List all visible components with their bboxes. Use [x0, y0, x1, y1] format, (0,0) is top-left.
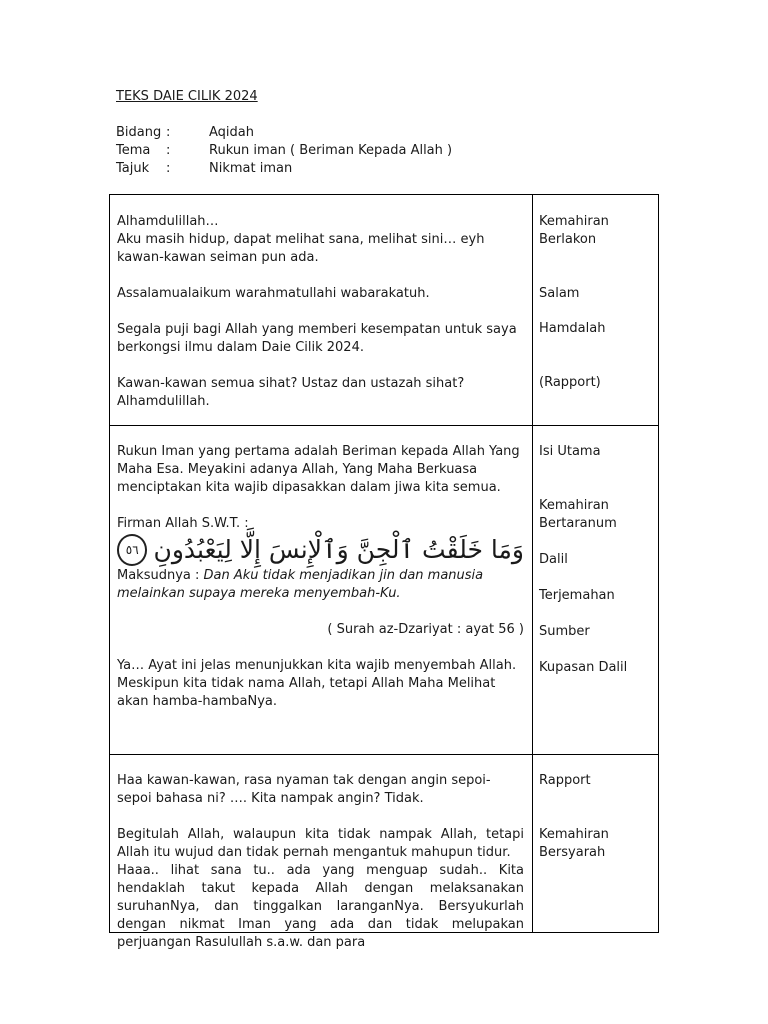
main-paragraph: Begitulah Allah, walaupun kita tidak nampak Allah, tetapi Allah itu wujud dan tidak pernah mengantuk mahupun tidur.	[117, 827, 524, 860]
verse-reference: ( Surah az-Dzariyat : ayat 56 )	[327, 622, 524, 637]
meta-value: Rukun iman ( Beriman Kepada Allah )	[209, 143, 453, 158]
side-note: (Rapport)	[539, 375, 601, 390]
meta-colon: :	[166, 161, 171, 176]
translation-label: Maksudnya :	[117, 568, 204, 583]
side-cell	[539, 443, 657, 743]
side-note: Kemahiran Bertaranum	[539, 498, 617, 531]
main-paragraph: Ya… Ayat ini jelas menunjukkan kita wajib menyembah Allah. Meskipun kita tidak nama Allah, tetapi Allah Maha Melihat akan hamba-hambaNya.	[117, 658, 517, 709]
translation	[117, 567, 524, 603]
meta-row-bidang	[116, 124, 452, 142]
main-paragraph: Alhamdulillah…	[117, 214, 219, 229]
table-row-main-content	[110, 425, 658, 755]
meta-key: Bidang	[116, 125, 162, 140]
main-paragraph: Assalamualaikum warahmatullahi wabarakatuh.	[117, 286, 430, 301]
side-note: Salam	[539, 286, 580, 301]
table-row-analogy	[110, 754, 658, 950]
document-meta	[116, 124, 452, 178]
main-paragraph: Rukun Iman yang pertama adalah Beriman kepada Allah Yang Maha Esa. Meyakini adanya Allah, Yang Maha Berkuasa menciptakan kita wajib dipasakkan dalam jiwa kita semua.	[117, 444, 520, 495]
meta-row-tema	[116, 142, 452, 160]
side-cell	[539, 772, 657, 860]
quran-verse	[117, 533, 524, 567]
side-cell	[539, 213, 657, 390]
script-table	[109, 194, 659, 950]
table-row-opening	[110, 195, 658, 426]
meta-value: Nikmat iman	[209, 161, 293, 176]
meta-key: Tajuk	[116, 161, 150, 176]
meta-key: Tema	[116, 143, 151, 158]
document-title: TEKS DAIE CILIK 2024	[116, 89, 258, 104]
meta-colon: :	[166, 143, 171, 158]
main-cell	[117, 443, 524, 711]
verse-text: وَمَا خَلَقْتُ ٱلْجِنَّ وَٱلْإِنسَ إِلَّا لِيَعْبُدُونِ	[153, 535, 524, 564]
side-note: Kemahiran Bersyarah	[539, 827, 609, 860]
main-cell	[117, 213, 524, 411]
side-note: Kemahiran Berlakon	[539, 214, 609, 247]
main-paragraph: Haaa.. lihat sana tu.. ada yang menguap sudah.. Kita hendaklah takut kepada Allah dengan melaksanakan suruhanNya, dan tinggalkan laranganNya. Bersyukurlah dengan nikmat Iman yang ada dan tidak melupakan perjuangan Rasulullah s.a.w. dan para	[117, 863, 524, 950]
translation-text: Dan Aku tidak menjadikan jin dan manusia melainkan supaya mereka menyembah-Ku.	[117, 568, 484, 601]
side-note: Hamdalah	[539, 321, 606, 336]
side-note: Isi Utama	[539, 444, 601, 459]
meta-value: Aqidah	[209, 125, 254, 140]
side-note: Rapport	[539, 773, 591, 788]
side-note: Sumber	[539, 624, 590, 639]
main-paragraph: Kawan-kawan semua sihat? Ustaz dan ustazah sihat? Alhamdulillah.	[117, 376, 465, 409]
main-paragraph: Segala puji bagi Allah yang memberi kesempatan untuk saya berkongsi ilmu dalam Daie Cilik 2024.	[117, 322, 517, 355]
firman-label: Firman Allah S.W.T. :	[117, 516, 249, 531]
meta-row-tajuk	[116, 160, 452, 178]
main-paragraph: Haa kawan-kawan, rasa nyaman tak dengan angin sepoi-sepoi bahasa ni? …. Kita nampak angin? Tidak.	[117, 773, 491, 806]
side-note: Kupasan Dalil	[539, 660, 628, 675]
meta-colon: :	[166, 125, 171, 140]
ayah-number-icon: ٥٦	[117, 534, 147, 566]
side-note: Dalil	[539, 552, 568, 567]
main-cell	[117, 772, 524, 952]
side-note: Terjemahan	[539, 588, 615, 603]
main-paragraph: Aku masih hidup, dapat melihat sana, melihat sini… eyh kawan-kawan seiman pun ada.	[117, 232, 485, 265]
